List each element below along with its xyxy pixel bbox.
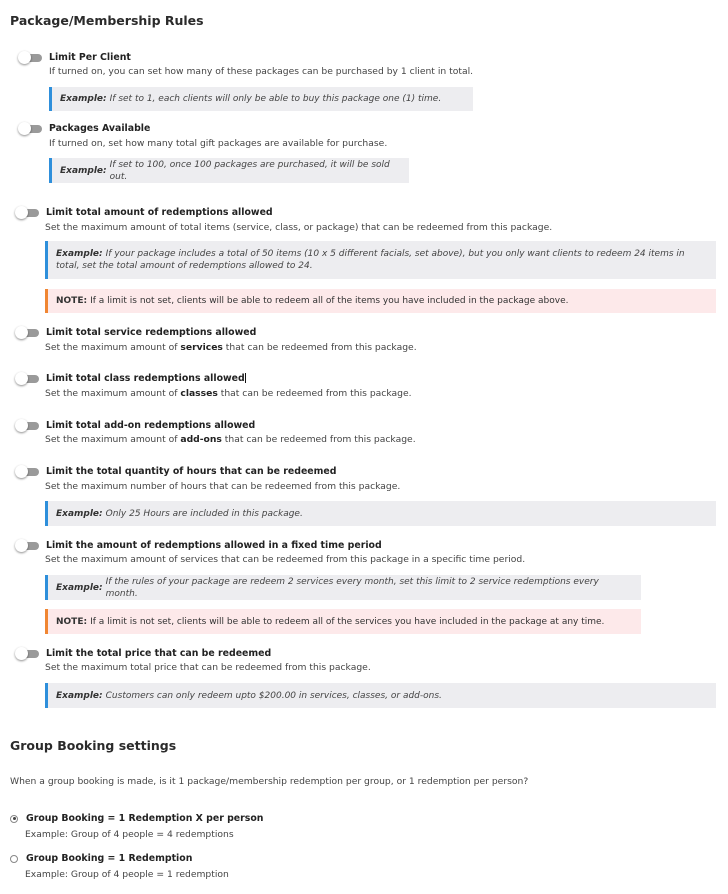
total-price-desc: Set the maximum total price that can be redeemed from this package. xyxy=(45,662,371,673)
group-booking-question: When a group booking is made, is it 1 package/membership redemption per group, or 1 redemption per person? xyxy=(10,776,529,787)
desc-pre: Set the maximum amount of xyxy=(45,342,181,353)
total-price-title: Limit the total price that can be redeemed xyxy=(46,647,272,659)
group-booking-title: Group Booking settings xyxy=(10,738,177,753)
time-period-toggle[interactable] xyxy=(15,540,40,551)
example-text: Only 25 Hours are included in this package. xyxy=(105,508,303,519)
example-text: If the rules of your package are redeem 2 services every month, set this limit to 2 service redemptions every month. xyxy=(105,576,599,599)
rule-service-redemptions xyxy=(15,325,256,339)
example-label: Example: xyxy=(60,165,107,176)
desc-post: that can be redeemed from this package. xyxy=(221,434,416,445)
addon-redemptions-toggle[interactable] xyxy=(15,420,40,431)
limit-per-client-toggle[interactable] xyxy=(18,52,43,63)
hours-desc: Set the maximum number of hours that can be redeemed from this package. xyxy=(45,481,401,492)
example-text-line2: total, set the total amount of redemptions allowed to 24. xyxy=(56,261,313,271)
group-option-title: Group Booking = 1 Redemption xyxy=(26,853,193,864)
rule-addon-redemptions xyxy=(15,418,255,432)
desc-bold: services xyxy=(180,342,223,353)
rule-packages-available xyxy=(18,121,150,135)
radio-selected-icon[interactable] xyxy=(10,815,18,823)
note-text: If a limit is not set, clients will be able to redeem all of the services you have included in the package at any time. xyxy=(90,616,605,627)
hours-toggle[interactable] xyxy=(15,466,40,477)
example-text: If set to 1, each clients will only be able to buy this package one (1) time. xyxy=(109,94,442,104)
service-redemptions-title: Limit total service redemptions allowed xyxy=(46,326,257,338)
example-label: Example: xyxy=(56,690,103,701)
desc-bold: classes xyxy=(180,388,218,399)
example-label: Example: xyxy=(60,94,107,104)
total-redemptions-desc: Set the maximum amount of total items (service, class, or package) that can be redeemed from this package. xyxy=(45,222,553,233)
group-option-single[interactable] xyxy=(10,853,192,864)
note-label: NOTE: xyxy=(56,296,88,306)
rule-limit-per-client xyxy=(18,50,131,64)
page-title: Package/Membership Rules xyxy=(10,13,204,28)
radio-unselected-icon[interactable] xyxy=(10,855,18,863)
total-price-toggle[interactable] xyxy=(15,648,40,659)
example-label: Example: xyxy=(56,582,103,593)
example-label: Example: xyxy=(56,508,103,519)
time-period-title: Limit the amount of redemptions allowed in a fixed time period xyxy=(46,539,382,551)
packages-available-example xyxy=(49,158,409,183)
note-text: If a limit is not set, clients will be able to redeem all of the items you have included in the package above. xyxy=(90,296,569,306)
rule-total-redemptions xyxy=(15,205,273,219)
service-redemptions-toggle[interactable] xyxy=(15,327,40,338)
time-period-example xyxy=(45,575,641,600)
total-redemptions-title: Limit total amount of redemptions allowed xyxy=(46,206,273,218)
total-price-example xyxy=(45,683,716,708)
limit-per-client-title: Limit Per Client xyxy=(49,51,131,63)
rule-class-redemptions xyxy=(15,371,246,385)
example-text: Customers can only redeem upto $200.00 in services, classes, or add-ons. xyxy=(105,690,442,701)
example-text-line1: If your package includes a total of 50 items (10 x 5 different facials, set above), but you only want clients to redeem 24 items in xyxy=(105,249,685,259)
group-option-title: Group Booking = 1 Redemption X per person xyxy=(26,813,264,824)
addon-redemptions-desc xyxy=(45,434,416,445)
addon-redemptions-title: Limit total add-on redemptions allowed xyxy=(46,419,256,431)
desc-pre: Set the maximum amount of xyxy=(45,434,181,445)
hours-title: Limit the total quantity of hours that can be redeemed xyxy=(46,465,337,477)
group-option-sub: Example: Group of 4 people = 4 redemptions xyxy=(25,829,234,840)
text-cursor xyxy=(245,373,246,383)
hours-example xyxy=(45,501,716,526)
total-redemptions-toggle[interactable] xyxy=(15,207,40,218)
desc-post: that can be redeemed from this package. xyxy=(222,342,417,353)
class-redemptions-desc xyxy=(45,388,412,399)
rule-total-price xyxy=(15,646,271,660)
group-option-per-person[interactable] xyxy=(10,813,263,824)
packages-available-title: Packages Available xyxy=(49,122,151,134)
total-redemptions-example xyxy=(45,241,716,279)
time-period-note xyxy=(45,609,641,634)
example-text: If set to 100, once 100 packages are purchased, it will be sold out. xyxy=(109,159,390,182)
service-redemptions-desc xyxy=(45,342,417,353)
limit-per-client-desc: If turned on, you can set how many of these packages can be purchased by 1 client in total. xyxy=(49,66,474,77)
desc-bold: add-ons xyxy=(180,434,222,445)
time-period-desc: Set the maximum amount of services that can be redeemed from this package in a specific time period. xyxy=(45,554,526,565)
class-redemptions-toggle[interactable] xyxy=(15,373,40,384)
group-option-sub: Example: Group of 4 people = 1 redemption xyxy=(25,869,229,880)
class-redemptions-title: Limit total class redemptions allowed xyxy=(46,372,245,384)
desc-post: that can be redeemed from this package. xyxy=(217,388,412,399)
desc-pre: Set the maximum amount of xyxy=(45,388,181,399)
rule-hours xyxy=(15,464,337,478)
packages-available-toggle[interactable] xyxy=(18,123,43,134)
note-label: NOTE: xyxy=(56,616,88,627)
rule-time-period xyxy=(15,538,382,552)
limit-per-client-example xyxy=(49,87,473,111)
example-label: Example: xyxy=(56,249,103,259)
total-redemptions-note xyxy=(45,289,716,313)
packages-available-desc: If turned on, set how many total gift packages are available for purchase. xyxy=(49,138,388,149)
